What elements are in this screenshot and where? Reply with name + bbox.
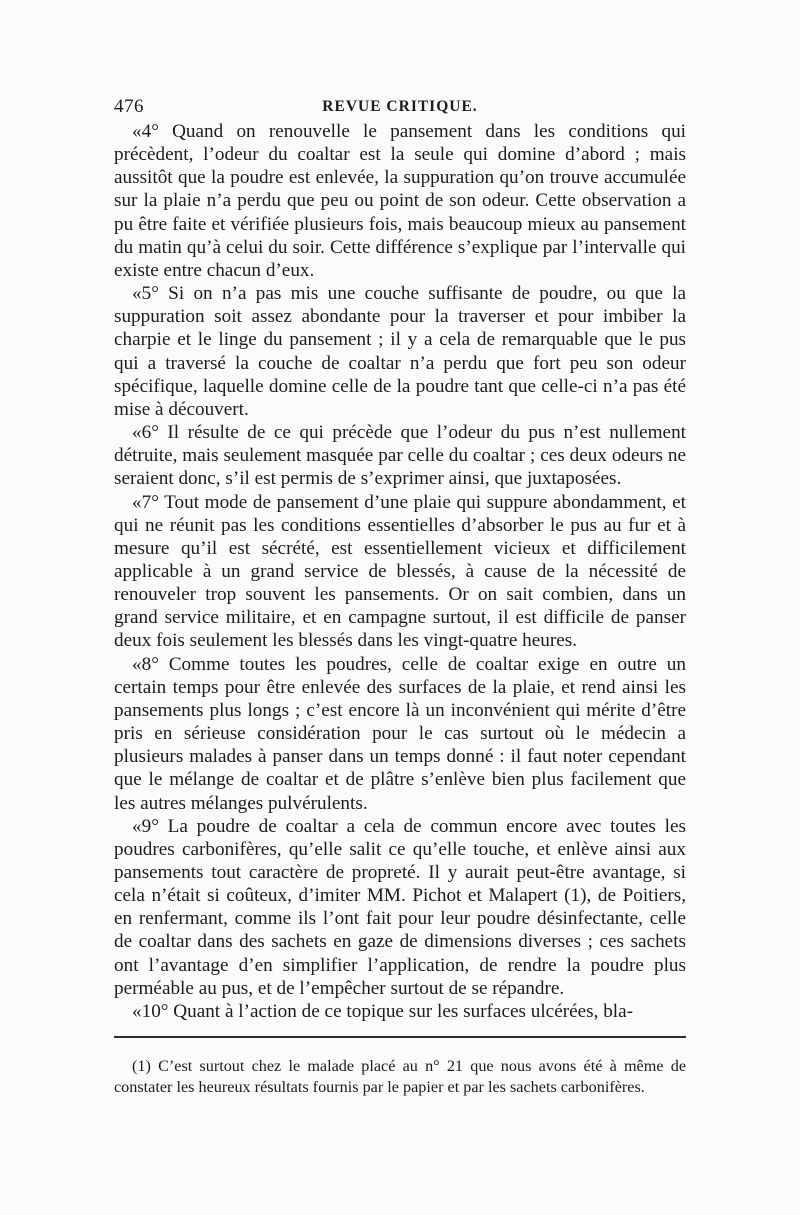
paragraph-8: «8° Comme toutes les poudres, celle de coaltar exige en outre un certain temps pour être enlevée des surfaces de la plaie, et rend ainsi les pansements plus longs ; c’est encore là un inconvénient qui mérite d’être pris en sérieuse considération pour le cas surtout où le médecin a plusieurs malades à panser dans un temps donné : il faut noter cependant que le mélange de coaltar et de plâtre s’enlève bien plus facilement que les autres mélanges pulvérulents. xyxy=(114,653,686,814)
page-header xyxy=(114,96,686,118)
body-text xyxy=(114,120,686,1023)
footnote: (1) C’est surtout chez le malade placé au n° 21 que nous avons été à même de constater les heureux résultats fournis par le papier et par les sachets carbonifères. xyxy=(114,1057,686,1097)
book-page xyxy=(114,96,686,1114)
page-number: 476 xyxy=(114,96,144,117)
paragraph-10: «10° Quant à l’action de ce topique sur les surfaces ulcérées, bla- xyxy=(132,1000,634,1022)
paragraph-7: «7° Tout mode de pansement d’une plaie qui suppure abondamment, et qui ne réunit pas les conditions essentielles d’absorber le pus au fur et à mesure qu’il est sécrété, est essentiellement vicieux et difficilement applicable à un grand service de blessés, à cause de la nécessité de renouveler trop souvent les pansements. Or on sait combien, dans un grand service militaire, et en campagne surtout, il est difficile de panser deux fois seulement les blessés dans les vingt-quatre heures. xyxy=(114,491,686,652)
paragraph-9: «9° La poudre de coaltar a cela de commun encore avec toutes les poudres carbonifères, qu’elle salit ce qu’elle touche, et enlève ainsi aux pansements tout caractère de propreté. Il y aurait peut-être avantage, si cela n’était si coûteux, d’imiter MM. Pichot et Malapert (1), de Poitiers, en renfermant, comme ils l’ont fait pour leur poudre désinfectante, celle de coaltar dans des sachets en gaze de dimensions diverses ; ces sachets ont l’avantage d’en simplifier l’application, de rendre la poudre plus perméable au pus, et de l’empêcher surtout de se répandre. xyxy=(114,815,686,999)
running-head: REVUE CRITIQUE. xyxy=(322,98,478,115)
paragraph-4: «4° Quand on renouvelle le pansement dans les conditions qui précèdent, l’odeur du coaltar est la seule qui domine d’abord ; mais aussitôt que la poudre est enlevée, la suppuration qu’on trouve accumulée sur la plaie n’a perdu que peu ou point de son odeur. Cette observation a pu être faite et vérifiée plusieurs fois, mais beaucoup mieux au pansement du matin qu’à celui du soir. Cette différence s’explique par l’intervalle qui existe entre chacun d’eux. xyxy=(114,121,686,281)
paragraph-6: «6° Il résulte de ce qui précède que l’odeur du pus n’est nullement détruite, mais seulement masquée par celle du coaltar ; ces deux odeurs ne seraient donc, s’il est permis de s’exprimer ainsi, que juxtaposées. xyxy=(114,422,686,490)
paragraph-5: «5° Si on n’a pas mis une couche suffisante de poudre, ou que la suppuration soit assez abondante pour la traverser et pour imbiber la charpie et le linge du pansement ; il y a cela de remarquable que le pus qui a traversé la couche de coaltar n’a perdu que fort peu son odeur spécifique, laquelle domine celle de la poudre tant que celle-ci n’a pas été mise à découvert. xyxy=(114,283,686,420)
footnote-divider xyxy=(114,1036,686,1038)
